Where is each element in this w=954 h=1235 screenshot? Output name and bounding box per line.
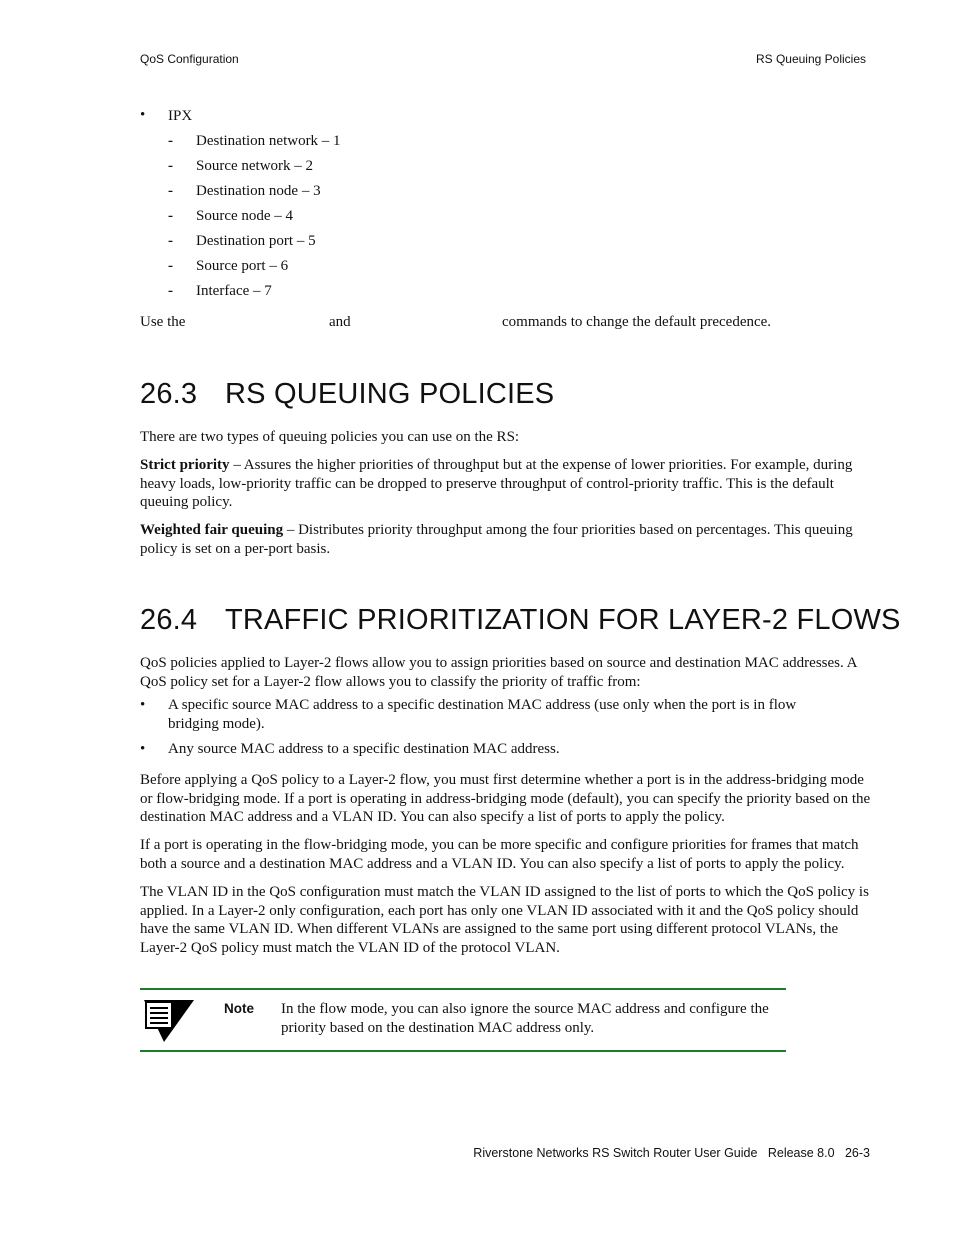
list-item: Destination port – 5 (196, 233, 316, 249)
ipx-title: IPX (168, 108, 193, 124)
use-line-part3: commands to change the default precedence. (502, 314, 772, 330)
page-header-left: QoS Configuration (140, 52, 239, 66)
list-item: Destination network – 1 (196, 133, 341, 149)
list-item: Source node – 4 (196, 208, 294, 224)
list-item: Source network – 2 (196, 158, 314, 174)
dash-icon: - (168, 283, 173, 299)
section-intro: QoS policies applied to Layer-2 flows allow you to assign priorities based on source and destination MAC addresses. A QoS policy set for a Layer-2 flow allows you to classify the priority of traffic from: (140, 655, 857, 690)
section-title: RS QUEUING POLICIES (225, 378, 555, 410)
list-item: Source port – 6 (196, 258, 289, 274)
dash-icon: - (168, 258, 173, 274)
dash-icon: - (168, 208, 173, 224)
list-item: Destination node – 3 (196, 183, 321, 199)
dash-icon: - (168, 133, 173, 149)
section-intro: There are two types of queuing policies you can use on the RS: (140, 429, 520, 445)
bullet-icon: • (140, 697, 146, 713)
use-line-part1: Use the (140, 314, 186, 330)
strict-priority-text: – Assures the higher priorities of throughput but at the expense of lower priorities. For example, during heavy loads, low-priority traffic can be dropped to preserve throughput of control-priority traffic. This is the default queuing policy. (140, 457, 853, 510)
dash-icon: - (168, 183, 173, 199)
section-number: 26.4 (140, 604, 198, 636)
wfq-text: – Distributes priority throughput among the four priorities based on percentages. This queuing policy is set on a per-port basis. (140, 522, 853, 557)
dash-icon: - (168, 233, 173, 249)
section-number: 26.3 (140, 378, 198, 410)
note-label: Note (224, 1001, 254, 1016)
note-bottom-rule (140, 1050, 786, 1052)
dash-icon: - (168, 158, 173, 174)
note-top-rule (140, 988, 786, 990)
paragraph: Before applying a QoS policy to a Layer-2 flow, you must first determine whether a port is in the address-bridging mode or flow-bridging mode. If a port is operating in address-bridging mode (default), you can specify the priority based on the destination MAC address and a VLAN ID. You can also specify a list of ports to apply the policy. (140, 772, 871, 825)
use-line-part2: and (329, 314, 351, 330)
paragraph: The VLAN ID in the QoS configuration must match the VLAN ID assigned to the list of ports to which the QoS policy is applied. In a Layer-2 only configuration, each port has only one VLAN ID associated with it and the QoS policy should have the same VLAN ID. When different VLANs are assigned to the same port using different protocol VLANs, the Layer-2 QoS policy must match the VLAN ID of the protocol VLAN. (140, 884, 869, 956)
wfq-term: Weighted fair queuing (140, 522, 284, 538)
section-title: TRAFFIC PRIORITIZATION FOR LAYER-2 FLOWS (225, 604, 901, 636)
section-heading-26-3 (140, 378, 554, 411)
section-heading-26-4 (140, 604, 901, 637)
note-text: In the flow mode, you can also ignore the source MAC address and configure the priority based on the destination MAC address only. (281, 1001, 769, 1036)
wfq-paragraph (140, 521, 872, 558)
list-item: Interface – 7 (196, 283, 272, 299)
strict-priority-paragraph (140, 456, 872, 512)
note-icon (142, 998, 198, 1044)
paragraph: If a port is operating in the flow-bridging mode, you can be more specific and configure priorities for frames that match both a source and a destination MAC address and a VLAN ID. You can also specify a list of ports to apply the policy. (140, 837, 859, 872)
page-footer: Riverstone Networks RS Switch Router User Guide Release 8.0 26-3 (473, 1146, 870, 1160)
bullet-icon: • (140, 741, 146, 757)
bullet-icon: • (140, 107, 146, 123)
page-header-right: RS Queuing Policies (755, 52, 866, 66)
strict-priority-term: Strict priority (140, 457, 230, 473)
